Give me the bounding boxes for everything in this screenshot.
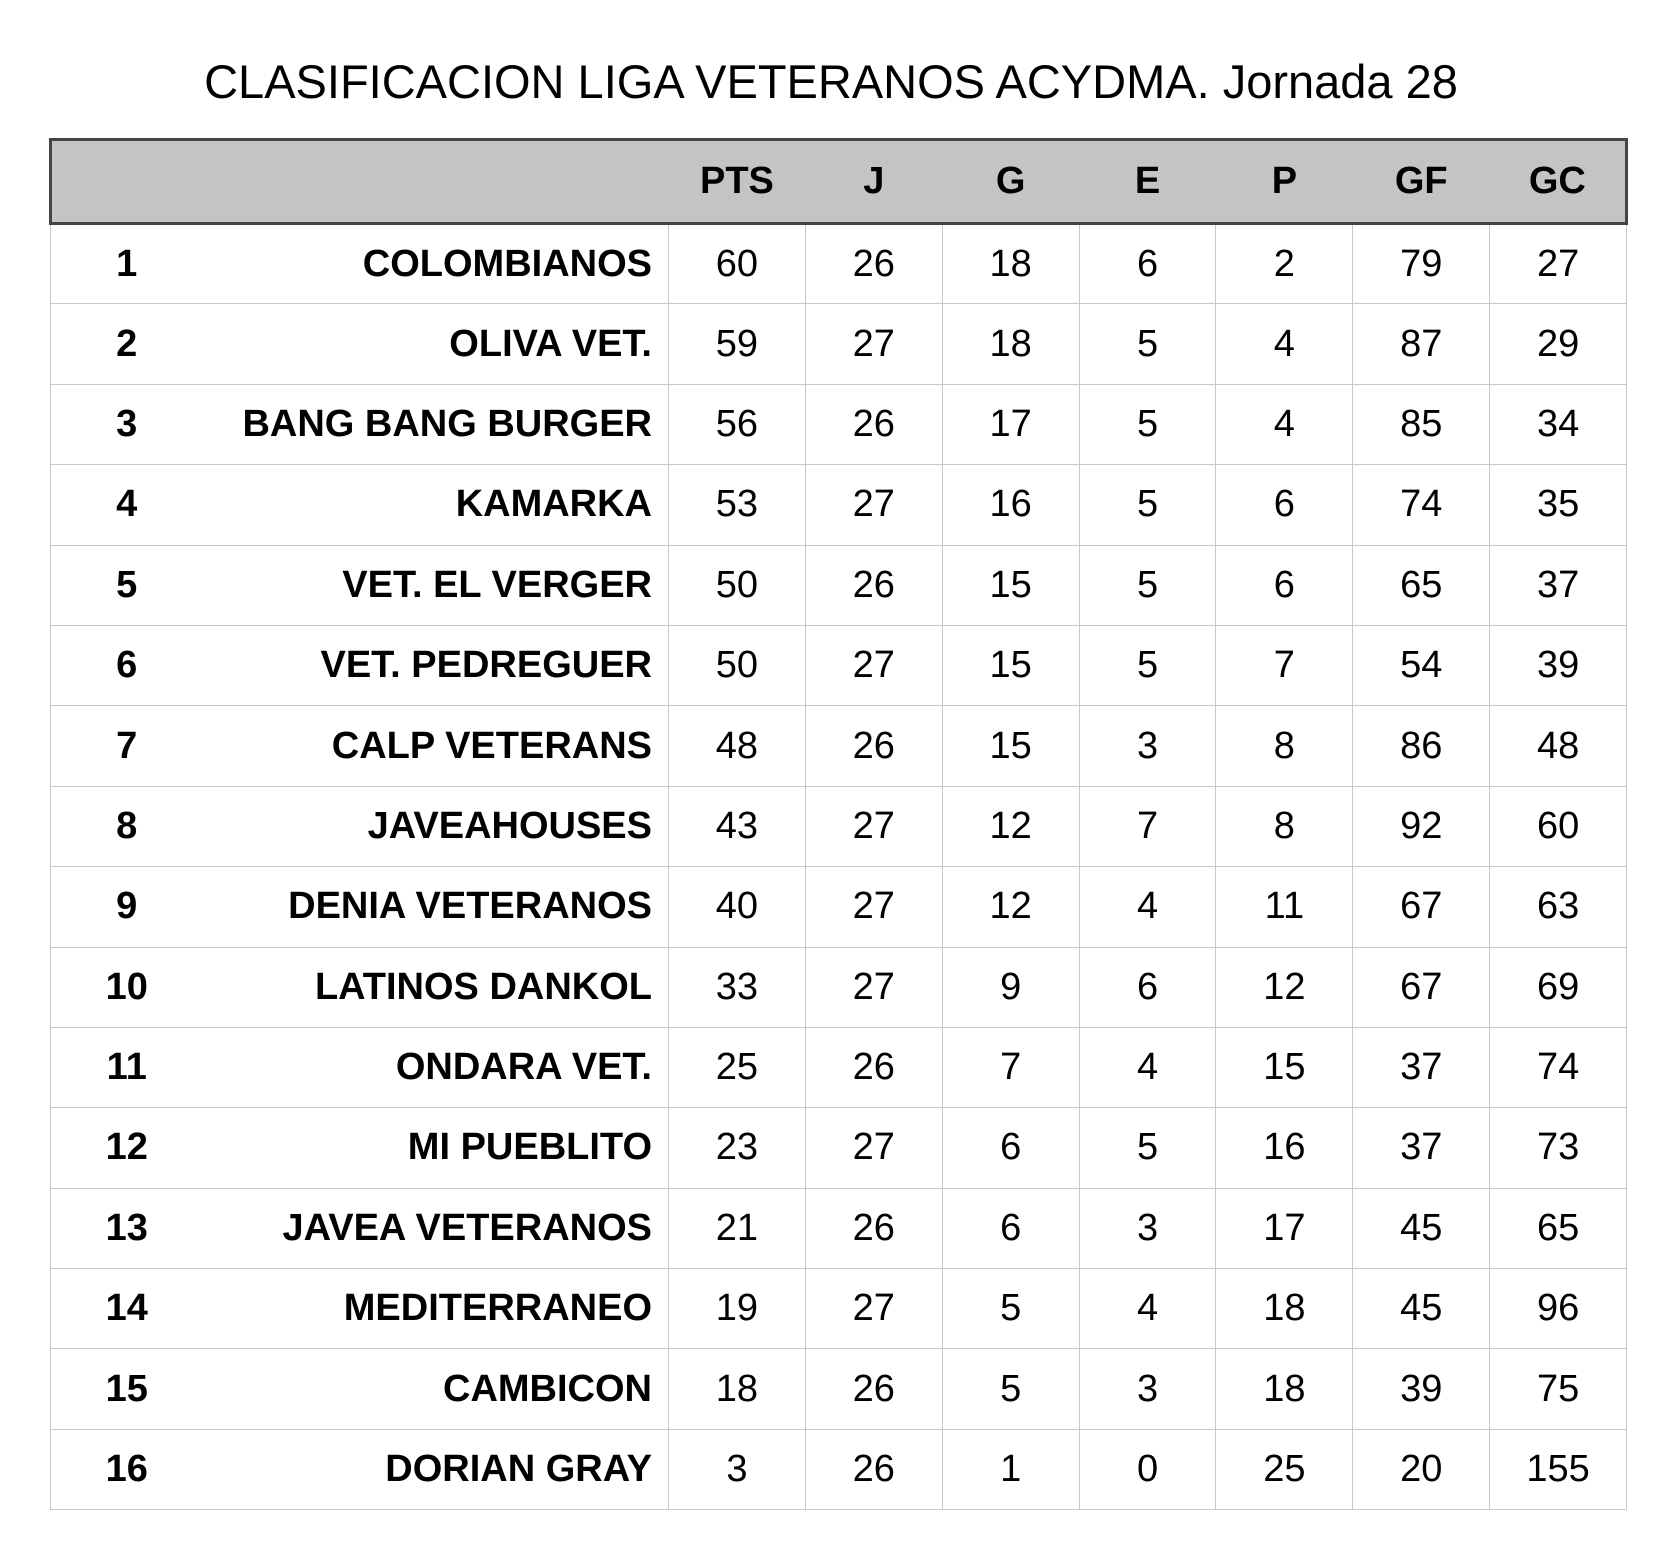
team-name-cell: MI PUEBLITO bbox=[203, 1108, 669, 1188]
j-cell: 27 bbox=[805, 1269, 942, 1349]
g-cell: 17 bbox=[942, 384, 1079, 464]
e-cell: 3 bbox=[1079, 1349, 1216, 1429]
gc-cell: 69 bbox=[1490, 947, 1627, 1027]
gf-cell: 45 bbox=[1353, 1188, 1490, 1268]
pts-cell: 50 bbox=[669, 545, 806, 625]
e-cell: 5 bbox=[1079, 545, 1216, 625]
j-cell: 26 bbox=[805, 384, 942, 464]
position-cell: 2 bbox=[51, 304, 203, 384]
g-cell: 12 bbox=[942, 786, 1079, 866]
pts-cell: 3 bbox=[669, 1429, 806, 1509]
e-cell: 5 bbox=[1079, 625, 1216, 705]
p-cell: 16 bbox=[1216, 1108, 1353, 1188]
g-cell: 5 bbox=[942, 1349, 1079, 1429]
gf-cell: 39 bbox=[1353, 1349, 1490, 1429]
pts-cell: 56 bbox=[669, 384, 806, 464]
p-cell: 8 bbox=[1216, 706, 1353, 786]
p-cell: 4 bbox=[1216, 304, 1353, 384]
column-header-gc: GC bbox=[1490, 140, 1627, 224]
e-cell: 4 bbox=[1079, 867, 1216, 947]
position-cell: 3 bbox=[51, 384, 203, 464]
table-row bbox=[51, 786, 1627, 866]
gf-cell: 45 bbox=[1353, 1269, 1490, 1349]
j-cell: 27 bbox=[805, 1108, 942, 1188]
gc-cell: 48 bbox=[1490, 706, 1627, 786]
j-cell: 27 bbox=[805, 625, 942, 705]
pts-cell: 19 bbox=[669, 1269, 806, 1349]
j-cell: 26 bbox=[805, 1429, 942, 1509]
g-cell: 6 bbox=[942, 1188, 1079, 1268]
gf-cell: 67 bbox=[1353, 947, 1490, 1027]
position-cell: 9 bbox=[51, 867, 203, 947]
e-cell: 0 bbox=[1079, 1429, 1216, 1509]
position-cell: 10 bbox=[51, 947, 203, 1027]
column-header-g: G bbox=[942, 140, 1079, 224]
g-cell: 16 bbox=[942, 465, 1079, 545]
gc-cell: 29 bbox=[1490, 304, 1627, 384]
pts-cell: 21 bbox=[669, 1188, 806, 1268]
e-cell: 5 bbox=[1079, 304, 1216, 384]
gc-cell: 65 bbox=[1490, 1188, 1627, 1268]
table-body bbox=[51, 224, 1627, 1510]
g-cell: 18 bbox=[942, 224, 1079, 304]
table-row bbox=[51, 304, 1627, 384]
position-cell: 12 bbox=[51, 1108, 203, 1188]
standings-table bbox=[49, 138, 1628, 1510]
table-row bbox=[51, 384, 1627, 464]
team-name-cell: CALP VETERANS bbox=[203, 706, 669, 786]
j-cell: 27 bbox=[805, 947, 942, 1027]
pts-cell: 59 bbox=[669, 304, 806, 384]
column-header-position bbox=[51, 140, 203, 224]
p-cell: 8 bbox=[1216, 786, 1353, 866]
pts-cell: 53 bbox=[669, 465, 806, 545]
j-cell: 26 bbox=[805, 706, 942, 786]
team-name-cell: COLOMBIANOS bbox=[203, 224, 669, 304]
j-cell: 26 bbox=[805, 1349, 942, 1429]
column-header-gf: GF bbox=[1353, 140, 1490, 224]
pts-cell: 25 bbox=[669, 1027, 806, 1107]
gf-cell: 87 bbox=[1353, 304, 1490, 384]
gc-cell: 34 bbox=[1490, 384, 1627, 464]
gc-cell: 63 bbox=[1490, 867, 1627, 947]
team-name-cell: VET. PEDREGUER bbox=[203, 625, 669, 705]
g-cell: 15 bbox=[942, 545, 1079, 625]
position-cell: 11 bbox=[51, 1027, 203, 1107]
p-cell: 17 bbox=[1216, 1188, 1353, 1268]
gf-cell: 85 bbox=[1353, 384, 1490, 464]
column-header-p: P bbox=[1216, 140, 1353, 224]
page-title: CLASIFICACION LIGA VETERANOS ACYDMA. Jornada 28 bbox=[204, 55, 1458, 108]
table-row bbox=[51, 1188, 1627, 1268]
e-cell: 7 bbox=[1079, 786, 1216, 866]
gc-cell: 73 bbox=[1490, 1108, 1627, 1188]
p-cell: 18 bbox=[1216, 1349, 1353, 1429]
gc-cell: 155 bbox=[1490, 1429, 1627, 1509]
team-name-cell: BANG BANG BURGER bbox=[203, 384, 669, 464]
team-name-cell: LATINOS DANKOL bbox=[203, 947, 669, 1027]
team-name-cell: CAMBICON bbox=[203, 1349, 669, 1429]
team-name-cell: MEDITERRANEO bbox=[203, 1269, 669, 1349]
e-cell: 5 bbox=[1079, 384, 1216, 464]
table-row bbox=[51, 1027, 1627, 1107]
g-cell: 15 bbox=[942, 625, 1079, 705]
table-row bbox=[51, 947, 1627, 1027]
table-row bbox=[51, 706, 1627, 786]
pts-cell: 33 bbox=[669, 947, 806, 1027]
p-cell: 25 bbox=[1216, 1429, 1353, 1509]
position-cell: 13 bbox=[51, 1188, 203, 1268]
pts-cell: 48 bbox=[669, 706, 806, 786]
p-cell: 11 bbox=[1216, 867, 1353, 947]
team-name-cell: DENIA VETERANOS bbox=[203, 867, 669, 947]
gf-cell: 37 bbox=[1353, 1027, 1490, 1107]
j-cell: 26 bbox=[805, 1027, 942, 1107]
pts-cell: 18 bbox=[669, 1349, 806, 1429]
column-header-j: J bbox=[805, 140, 942, 224]
p-cell: 15 bbox=[1216, 1027, 1353, 1107]
gf-cell: 79 bbox=[1353, 224, 1490, 304]
e-cell: 6 bbox=[1079, 224, 1216, 304]
g-cell: 7 bbox=[942, 1027, 1079, 1107]
j-cell: 26 bbox=[805, 545, 942, 625]
gc-cell: 60 bbox=[1490, 786, 1627, 866]
pts-cell: 60 bbox=[669, 224, 806, 304]
table-row bbox=[51, 1429, 1627, 1509]
gf-cell: 67 bbox=[1353, 867, 1490, 947]
g-cell: 12 bbox=[942, 867, 1079, 947]
g-cell: 6 bbox=[942, 1108, 1079, 1188]
e-cell: 4 bbox=[1079, 1269, 1216, 1349]
table-row bbox=[51, 465, 1627, 545]
pts-cell: 43 bbox=[669, 786, 806, 866]
team-name-cell: VET. EL VERGER bbox=[203, 545, 669, 625]
gf-cell: 86 bbox=[1353, 706, 1490, 786]
g-cell: 9 bbox=[942, 947, 1079, 1027]
gc-cell: 27 bbox=[1490, 224, 1627, 304]
team-name-cell: OLIVA VET. bbox=[203, 304, 669, 384]
g-cell: 15 bbox=[942, 706, 1079, 786]
column-header-e: E bbox=[1079, 140, 1216, 224]
column-header-pts: PTS bbox=[669, 140, 806, 224]
p-cell: 12 bbox=[1216, 947, 1353, 1027]
j-cell: 26 bbox=[805, 224, 942, 304]
e-cell: 3 bbox=[1079, 1188, 1216, 1268]
g-cell: 18 bbox=[942, 304, 1079, 384]
j-cell: 27 bbox=[805, 786, 942, 866]
position-cell: 15 bbox=[51, 1349, 203, 1429]
pts-cell: 40 bbox=[669, 867, 806, 947]
j-cell: 27 bbox=[805, 304, 942, 384]
gf-cell: 92 bbox=[1353, 786, 1490, 866]
table-row bbox=[51, 1269, 1627, 1349]
p-cell: 4 bbox=[1216, 384, 1353, 464]
table-row bbox=[51, 867, 1627, 947]
gf-cell: 37 bbox=[1353, 1108, 1490, 1188]
e-cell: 6 bbox=[1079, 947, 1216, 1027]
gc-cell: 35 bbox=[1490, 465, 1627, 545]
e-cell: 5 bbox=[1079, 465, 1216, 545]
pts-cell: 23 bbox=[669, 1108, 806, 1188]
position-cell: 16 bbox=[51, 1429, 203, 1509]
team-name-cell: ONDARA VET. bbox=[203, 1027, 669, 1107]
gc-cell: 37 bbox=[1490, 545, 1627, 625]
gc-cell: 74 bbox=[1490, 1027, 1627, 1107]
g-cell: 1 bbox=[942, 1429, 1079, 1509]
table-header-row bbox=[51, 140, 1627, 224]
pts-cell: 50 bbox=[669, 625, 806, 705]
table-row bbox=[51, 545, 1627, 625]
table-row bbox=[51, 224, 1627, 304]
gf-cell: 74 bbox=[1353, 465, 1490, 545]
position-cell: 8 bbox=[51, 786, 203, 866]
position-cell: 7 bbox=[51, 706, 203, 786]
e-cell: 4 bbox=[1079, 1027, 1216, 1107]
team-name-cell: KAMARKA bbox=[203, 465, 669, 545]
j-cell: 27 bbox=[805, 465, 942, 545]
gf-cell: 54 bbox=[1353, 625, 1490, 705]
team-name-cell: DORIAN GRAY bbox=[203, 1429, 669, 1509]
position-cell: 4 bbox=[51, 465, 203, 545]
p-cell: 18 bbox=[1216, 1269, 1353, 1349]
team-name-cell: JAVEAHOUSES bbox=[203, 786, 669, 866]
column-header-team bbox=[203, 140, 669, 224]
p-cell: 2 bbox=[1216, 224, 1353, 304]
position-cell: 6 bbox=[51, 625, 203, 705]
e-cell: 3 bbox=[1079, 706, 1216, 786]
position-cell: 5 bbox=[51, 545, 203, 625]
position-cell: 14 bbox=[51, 1269, 203, 1349]
gc-cell: 96 bbox=[1490, 1269, 1627, 1349]
j-cell: 27 bbox=[805, 867, 942, 947]
table-row bbox=[51, 1349, 1627, 1429]
team-name-cell: JAVEA VETERANOS bbox=[203, 1188, 669, 1268]
p-cell: 6 bbox=[1216, 465, 1353, 545]
g-cell: 5 bbox=[942, 1269, 1079, 1349]
gc-cell: 75 bbox=[1490, 1349, 1627, 1429]
p-cell: 6 bbox=[1216, 545, 1353, 625]
gf-cell: 20 bbox=[1353, 1429, 1490, 1509]
gc-cell: 39 bbox=[1490, 625, 1627, 705]
gf-cell: 65 bbox=[1353, 545, 1490, 625]
j-cell: 26 bbox=[805, 1188, 942, 1268]
position-cell: 1 bbox=[51, 224, 203, 304]
table-row bbox=[51, 1108, 1627, 1188]
e-cell: 5 bbox=[1079, 1108, 1216, 1188]
table-row bbox=[51, 625, 1627, 705]
p-cell: 7 bbox=[1216, 625, 1353, 705]
